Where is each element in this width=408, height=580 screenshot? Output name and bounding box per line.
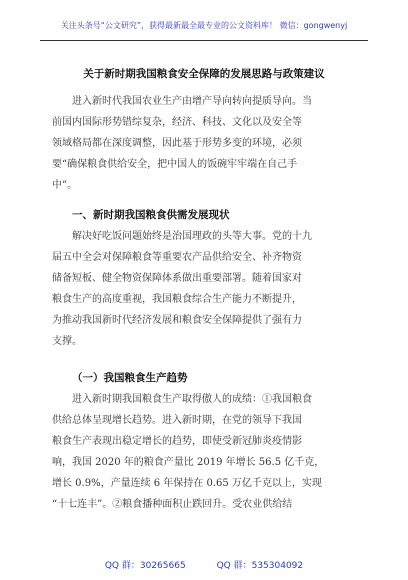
- intro-line: 中”。: [52, 180, 78, 191]
- section1-line: 届五中全会对保障粮食等重要农产品供给安全、补齐物资: [52, 252, 302, 263]
- intro-line: 进入新时代我国农业生产由增产导向转向提质导向。当: [72, 96, 312, 107]
- intro-line: 要“确保粮食供给安全，把中国人的饭碗牢牢端在自己手: [52, 159, 298, 170]
- subsection1-line: 进入新时期我国粮食生产取得傲人的成绩：①我国粮食: [72, 394, 312, 405]
- header-divider: [40, 40, 368, 41]
- subsection1-line: 响，我国 2020 年的粮食产量比 2019 年增长 56.5 亿千克，: [52, 457, 325, 468]
- intro-line: 领域格局都在深度调整，因此基于形势多变的环境，必须: [52, 138, 302, 149]
- subsection1-paragraph: [52, 389, 358, 515]
- subsection1-line: 粮食生产表现出稳定增长的趋势，即使受新冠肺炎疫情影: [52, 436, 302, 447]
- document-title: 关于新时期我国粮食安全保障的发展思路与政策建议: [83, 68, 325, 80]
- section1-paragraph: [52, 226, 358, 352]
- section1-line: 支撑。: [52, 336, 82, 347]
- intro-line: 前国内国际形势错综复杂，经济、科技、文化以及安全等: [52, 117, 302, 128]
- section1-line: 为推动我国新时代经济发展和粮食安全保障提供了强有力: [52, 315, 302, 326]
- intro-paragraph: [52, 91, 358, 196]
- subsection1-line: “十七连丰”。②粮食播种面积止跌回升。受农业供给结: [52, 499, 293, 510]
- subsection1-line: 增长 0.9%，产量连续 6 年保持在 0.65 万亿千克以上，实现: [52, 478, 322, 489]
- header-banner: 关注头条号“公文研究”，获得最新最全最专业的公文资料库！ 微信：gongwenyj: [60, 21, 348, 30]
- section1-line: 储备短板、健全物资保障体系做出重要部署。随着国家对: [52, 273, 302, 284]
- section-heading: 一、新时期我国粮食供需发展现状: [72, 209, 230, 221]
- footer-qq-groups: [0, 558, 408, 571]
- section1-line: 解决好吃饭问题始终是治国理政的头等大事。党的十九: [72, 231, 312, 242]
- footer-qq-group-2: QQ 群：535304092: [216, 561, 304, 571]
- section1-line: 粮食生产的高度重视，我国粮食综合生产能力不断提升，: [52, 294, 302, 305]
- footer-qq-group-1: QQ 群：30265665: [104, 561, 186, 571]
- subsection1-line: 供给总体呈现增长趋势。进入新时期，在党的领导下我国: [52, 415, 302, 426]
- subsection-heading: （一）我国粮食生产趋势: [72, 372, 188, 384]
